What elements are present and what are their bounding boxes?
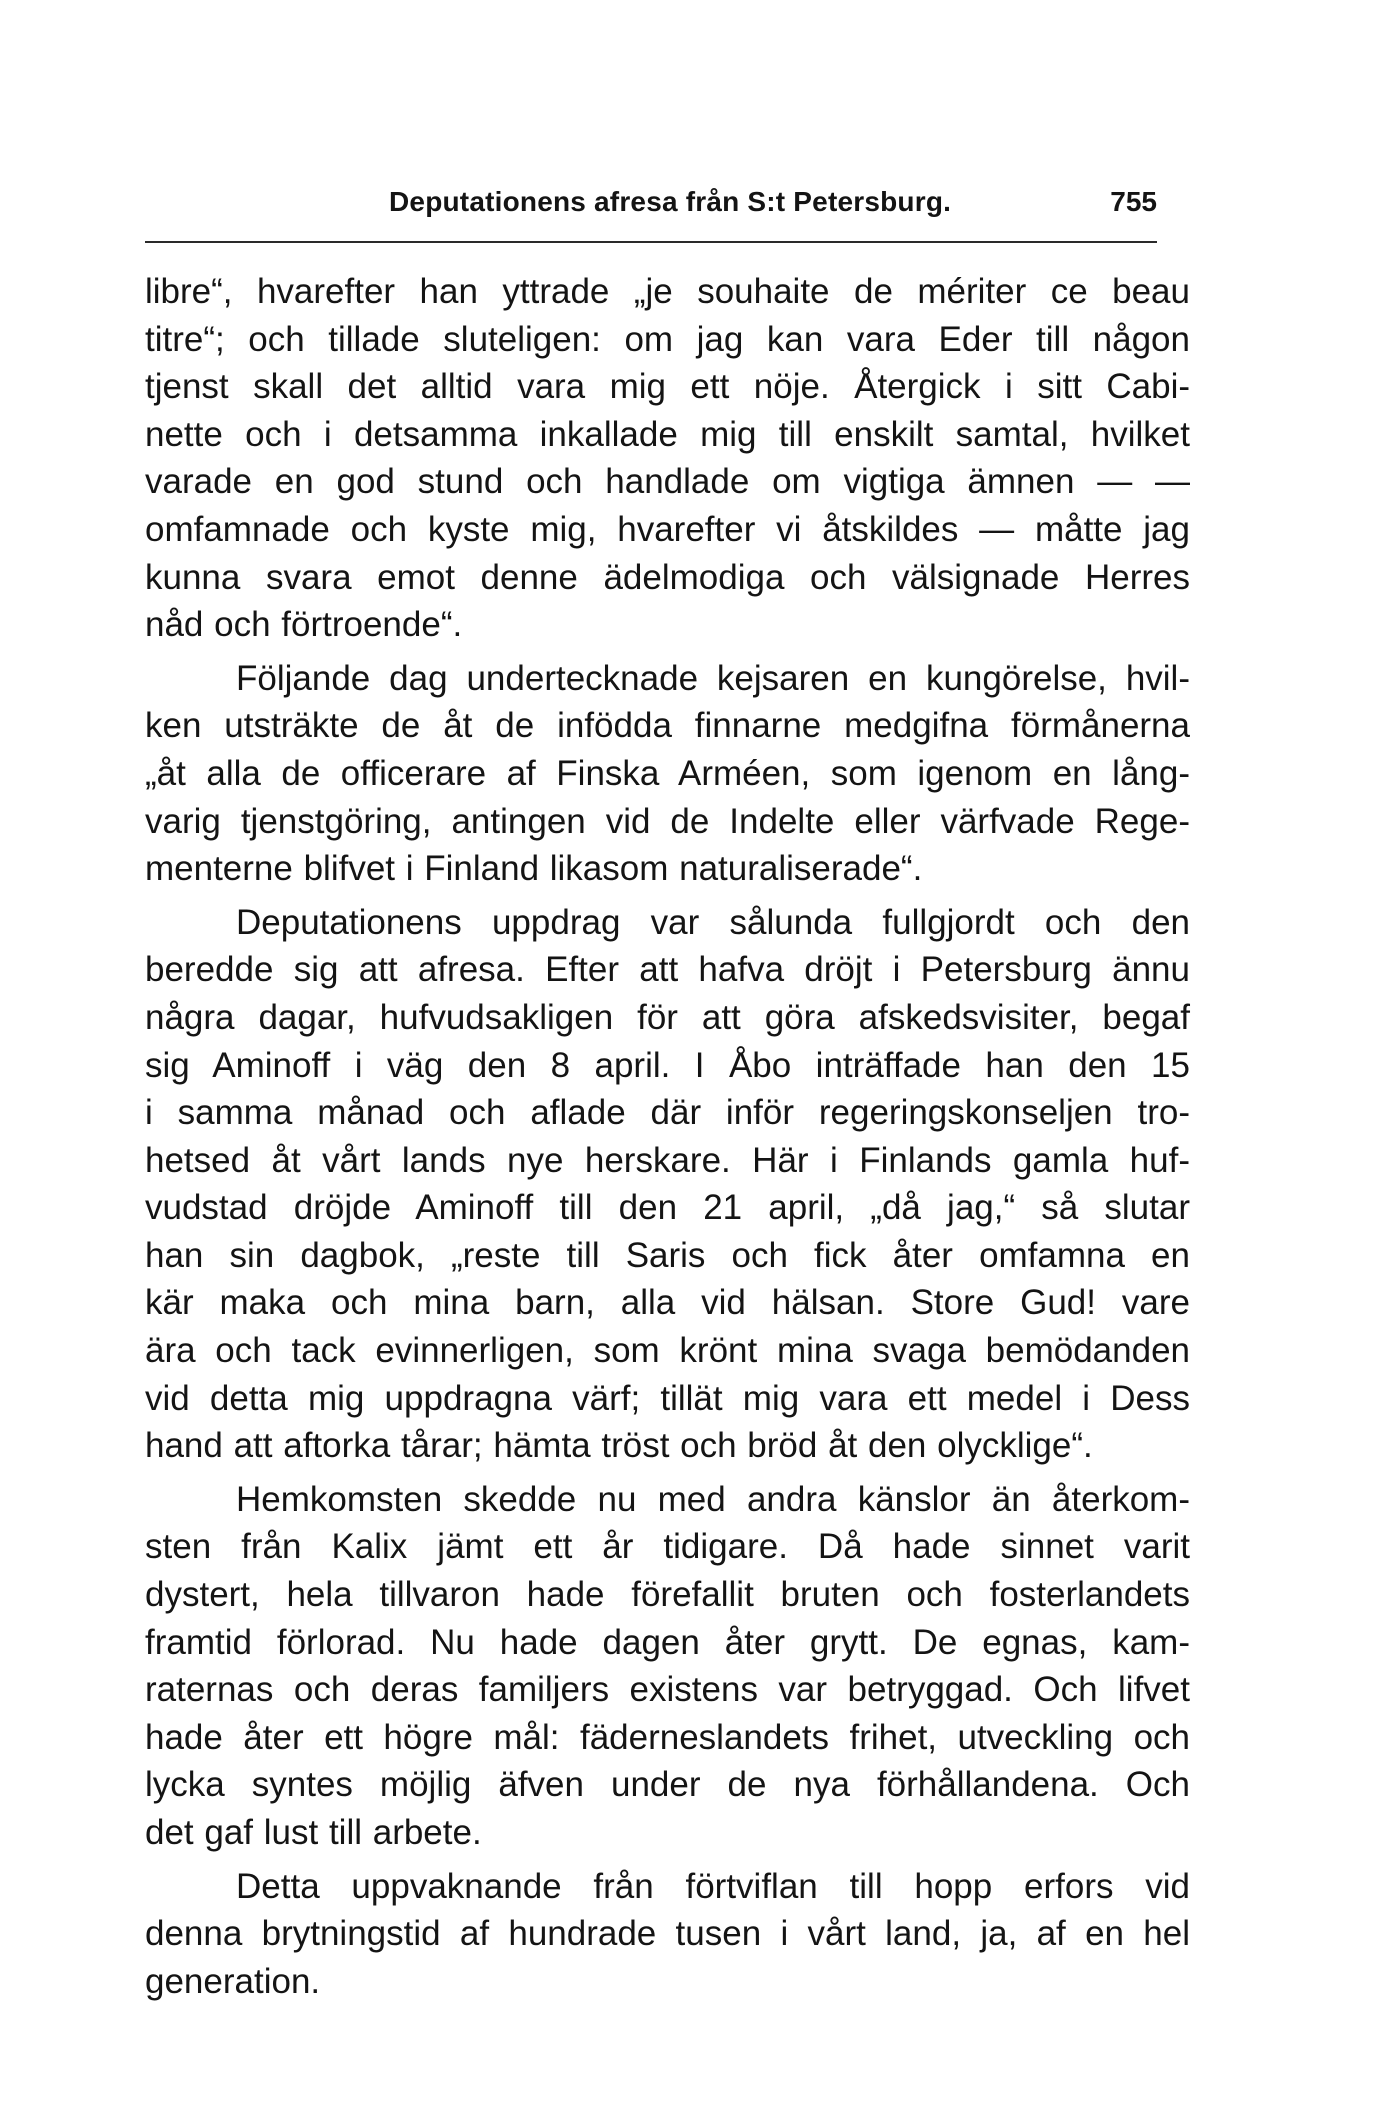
paragraph	[145, 268, 1190, 649]
text-line: ära och tack evinnerligen, som krönt mina svaga bemödanden	[145, 1331, 1190, 1371]
text-line: menterne blifvet i Finland likasom naturaliserade“.	[145, 849, 923, 889]
text-line: varig tjenstgöring, antingen vid de Indelte eller värfvade Rege-	[145, 801, 1190, 841]
text-line: han sin dagbok, „reste till Saris och fick åter omfamna en	[145, 1235, 1190, 1275]
text-line: nette och i detsamma inkallade mig till enskilt samtal, hvilket	[145, 414, 1190, 454]
text-line: omfamnade och kyste mig, hvarefter vi åtskildes — måtte jag	[145, 509, 1190, 549]
text-line: i samma månad och aflade där inför regeringskonseljen tro-	[145, 1093, 1190, 1133]
text-line: Följande dag undertecknade kejsaren en kungörelse, hvil-	[236, 658, 1190, 698]
text-line: vid detta mig uppdragna värf; tillät mig vara ett medel i Dess	[145, 1378, 1190, 1418]
text-line: dystert, hela tillvaron hade förefallit bruten och fosterlandets	[145, 1575, 1190, 1615]
text-line: ken utsträkte de åt de infödda finnarne medgifna förmånerna	[145, 706, 1190, 746]
header-rule	[145, 241, 1157, 243]
text-line: sten från Kalix jämt ett år tidigare. Då hade sinnet varit	[145, 1527, 1190, 1567]
text-line: libre“, hvarefter han yttrade „je souhaite de mériter ce beau	[145, 272, 1190, 311]
text-line: „åt alla de officerare af Finska Arméen, som igenom en lång-	[145, 753, 1190, 793]
text-line: varade en god stund och handlade om vigtiga ämnen — —	[145, 462, 1190, 502]
text-line: hand att aftorka tårar; hämta tröst och bröd åt den olycklige“.	[145, 1426, 1093, 1466]
running-title: Deputationens afresa från S:t Petersburg.	[389, 186, 952, 217]
body-text	[145, 268, 1190, 2005]
text-line: titre“; och tillade sluteligen: om jag kan vara Eder till någon	[145, 319, 1190, 359]
paragraph	[145, 655, 1190, 893]
text-line: raternas och deras familjers existens var betryggad. Och lifvet	[145, 1670, 1190, 1710]
paragraph	[145, 899, 1190, 1470]
text-line: några dagar, hufvudsakligen för att göra afskedsvisiter, begaf	[145, 997, 1190, 1037]
text-line: hetsed åt vårt lands nye herskare. Här i Finlands gamla huf-	[145, 1140, 1190, 1180]
text-line: framtid förlorad. Nu hade dagen åter grytt. De egnas, kam-	[145, 1622, 1190, 1662]
text-line: hade åter ett högre mål: fäderneslandets frihet, utveckling och	[145, 1717, 1190, 1757]
text-line: kär maka och mina barn, alla vid hälsan. Store Gud! vare	[145, 1283, 1190, 1323]
text-line: Deputationens uppdrag var sålunda fullgjordt och den	[236, 902, 1190, 942]
text-line: beredde sig att afresa. Efter att hafva dröjt i Petersburg ännu	[145, 950, 1190, 990]
text-line: nåd och förtroende“.	[145, 605, 463, 645]
text-line: kunna svara emot denne ädelmodiga och välsignade Herres	[145, 557, 1190, 597]
running-header	[145, 186, 1157, 226]
text-line: vudstad dröjde Aminoff till den 21 april, „då jag,“ så slutar	[145, 1188, 1190, 1228]
text-line: generation.	[145, 1961, 321, 2001]
text-line: lycka syntes möjlig äfven under de nya förhållandena. Och	[145, 1765, 1190, 1805]
text-line: denna brytningstid af hundrade tusen i vårt land, ja, af en hel	[145, 1914, 1190, 1954]
text-line: Detta uppvaknande från förtviflan till hopp erfors vid	[236, 1866, 1190, 1906]
text-line: Hemkomsten skedde nu med andra känslor än återkom-	[236, 1479, 1190, 1519]
paragraph	[145, 1863, 1190, 2006]
text-line: tjenst skall det alltid vara mig ett nöje. Återgick i sitt Cabi-	[145, 367, 1190, 407]
page-number: 755	[1110, 186, 1157, 217]
text-line: sig Aminoff i väg den 8 april. I Åbo inträffade han den 15	[145, 1045, 1190, 1085]
text-line: det gaf lust till arbete.	[145, 1813, 482, 1852]
paragraph	[145, 1476, 1190, 1857]
